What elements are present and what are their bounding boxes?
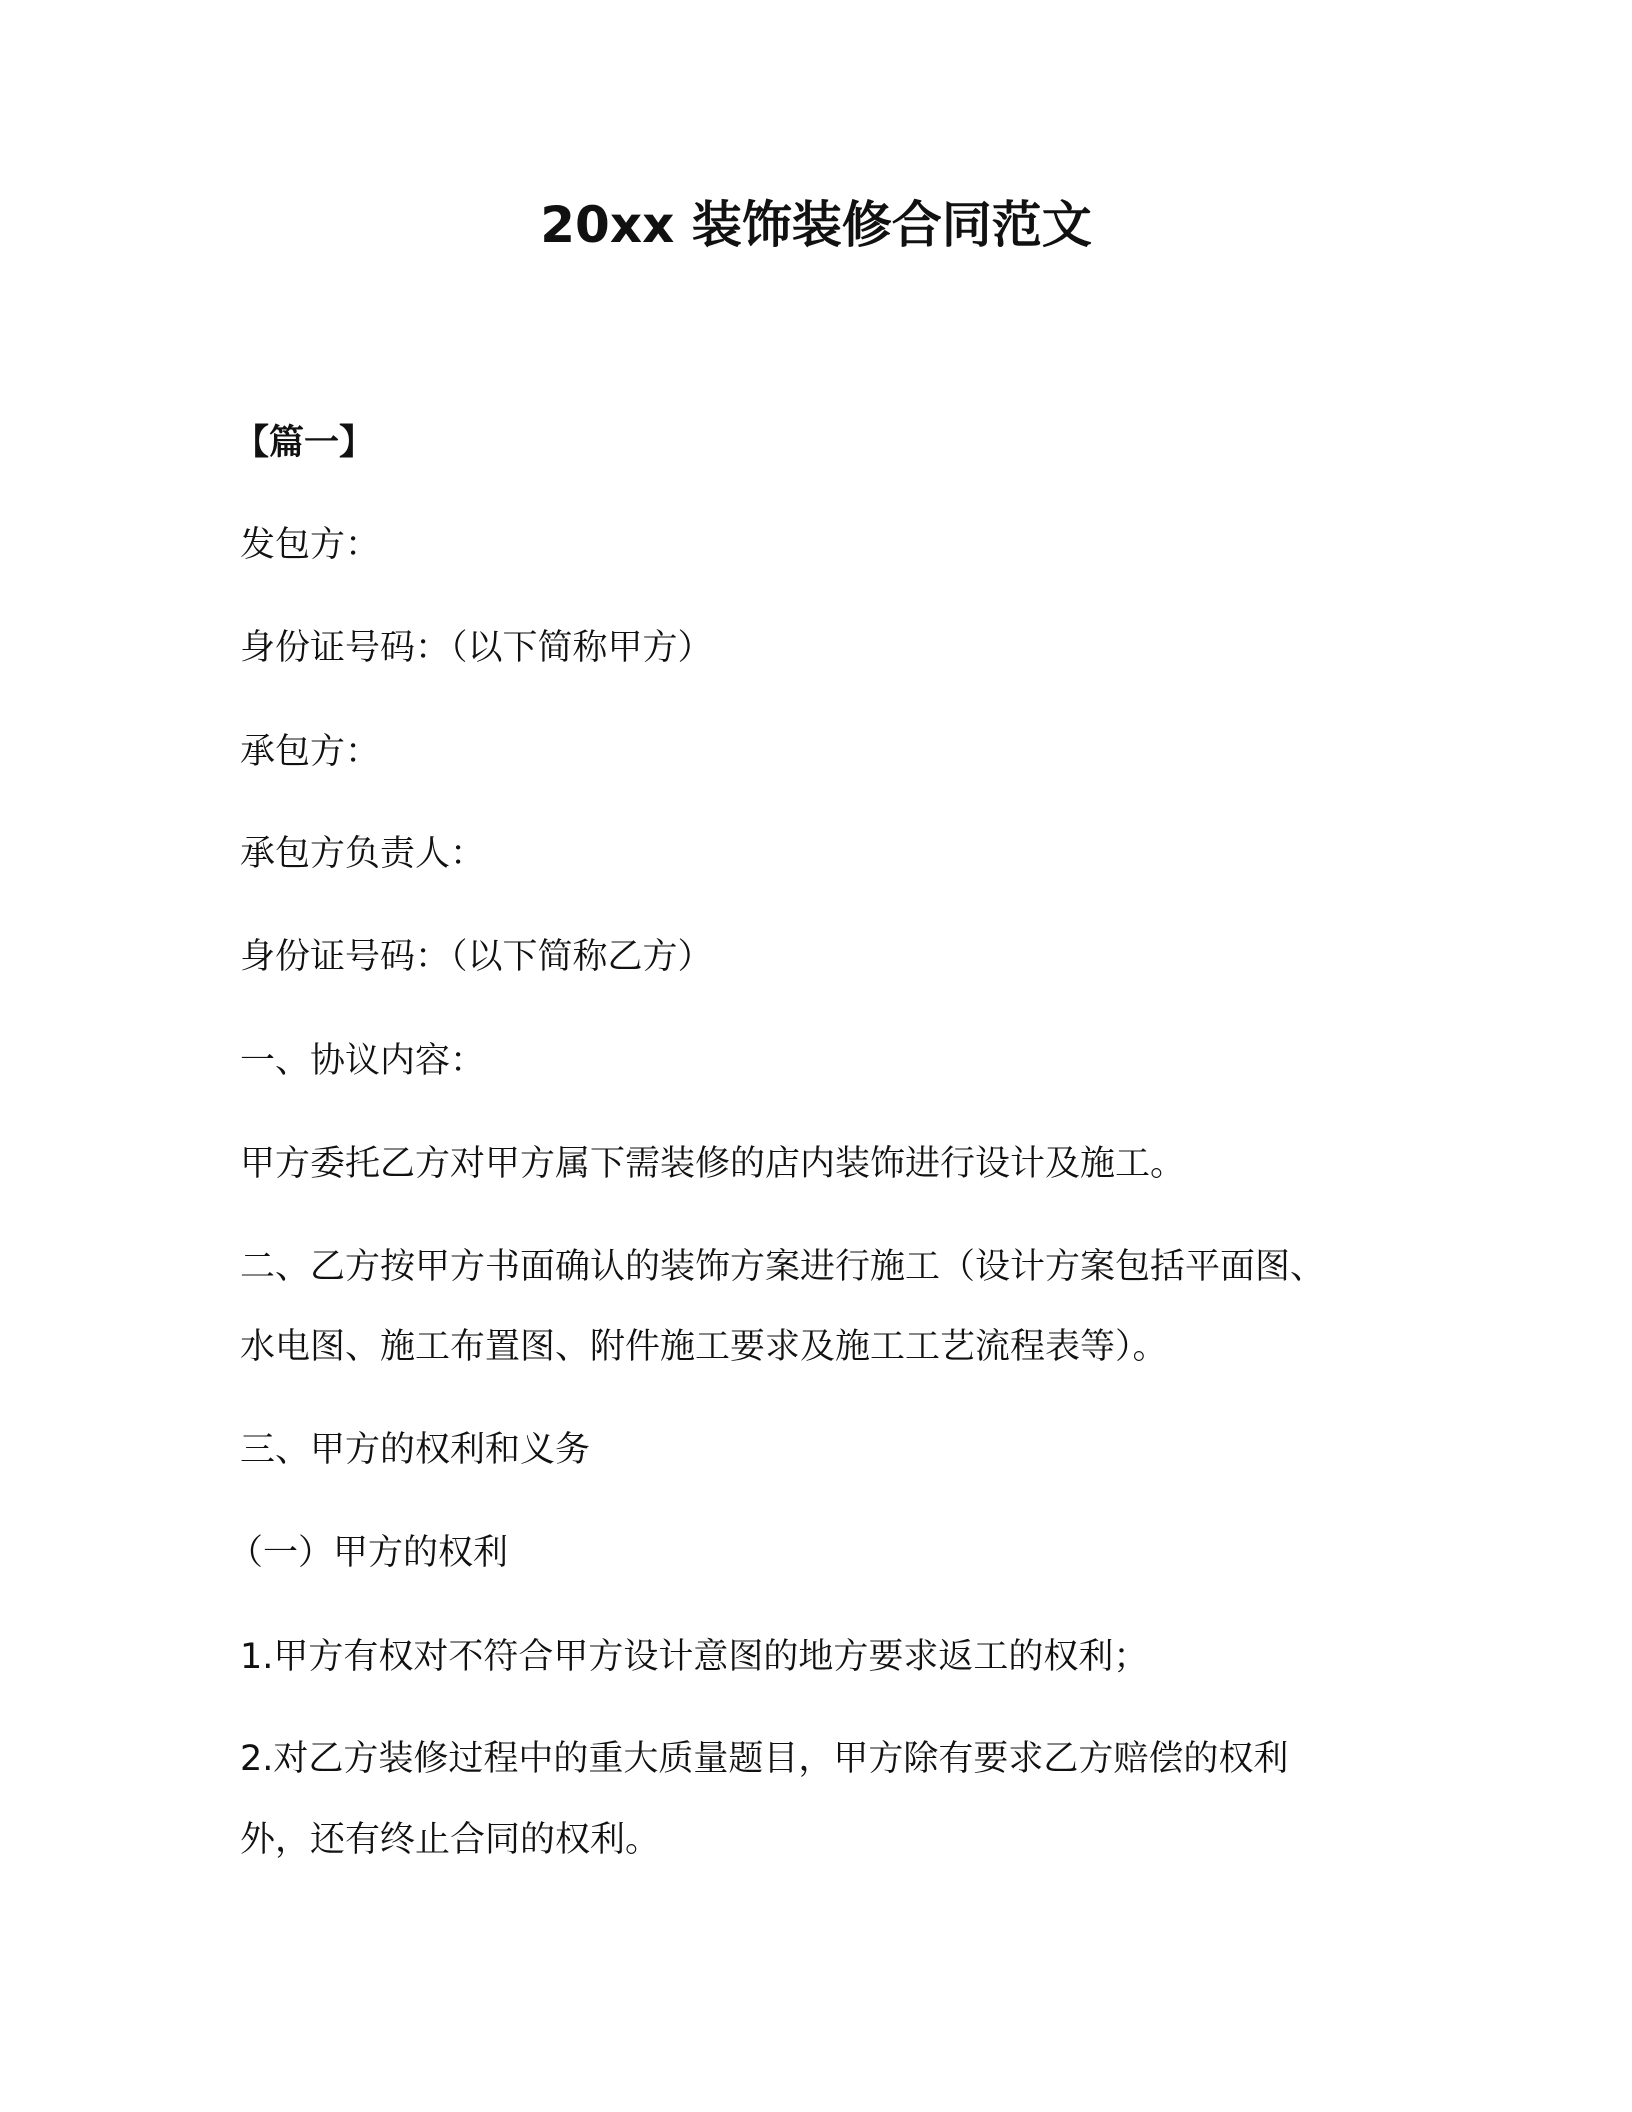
employer-id-line: 身份证号码：（以下简称甲方） bbox=[240, 628, 713, 668]
clause2-line1: 二、乙方按甲方书面确认的装饰方案进行施工（设计方案包括平面图、 bbox=[240, 1247, 1326, 1287]
list-item-2-line2: 外，还有终止合同的权利。 bbox=[240, 1820, 661, 1860]
section-label: 【篇一】 bbox=[234, 423, 375, 463]
contractor-line: 承包方： bbox=[240, 732, 381, 772]
employer-line: 发包方： bbox=[240, 525, 381, 565]
clause1-heading: 一、协议内容： bbox=[240, 1041, 486, 1081]
clause3-sub1: （一）甲方的权利 bbox=[228, 1533, 509, 1573]
contractor-id-line: 身份证号码：（以下简称乙方） bbox=[240, 937, 713, 977]
list-item-1: 1.甲方有权对不符合甲方设计意图的地方要求返工的权利； bbox=[240, 1637, 1149, 1677]
document-title: 20xx 装饰装修合同范文 bbox=[540, 196, 1092, 254]
clause2-line2: 水电图、施工布置图、附件施工要求及施工工艺流程表等）。 bbox=[240, 1327, 1168, 1367]
list-item-2-line1: 2.对乙方装修过程中的重大质量题目，甲方除有要求乙方赔偿的权利 bbox=[240, 1739, 1289, 1779]
clause3-heading: 三、甲方的权利和义务 bbox=[240, 1430, 591, 1470]
contractor-lead-line: 承包方负责人： bbox=[240, 834, 486, 874]
clause1-body: 甲方委托乙方对甲方属下需装修的店内装饰进行设计及施工。 bbox=[240, 1144, 1186, 1184]
